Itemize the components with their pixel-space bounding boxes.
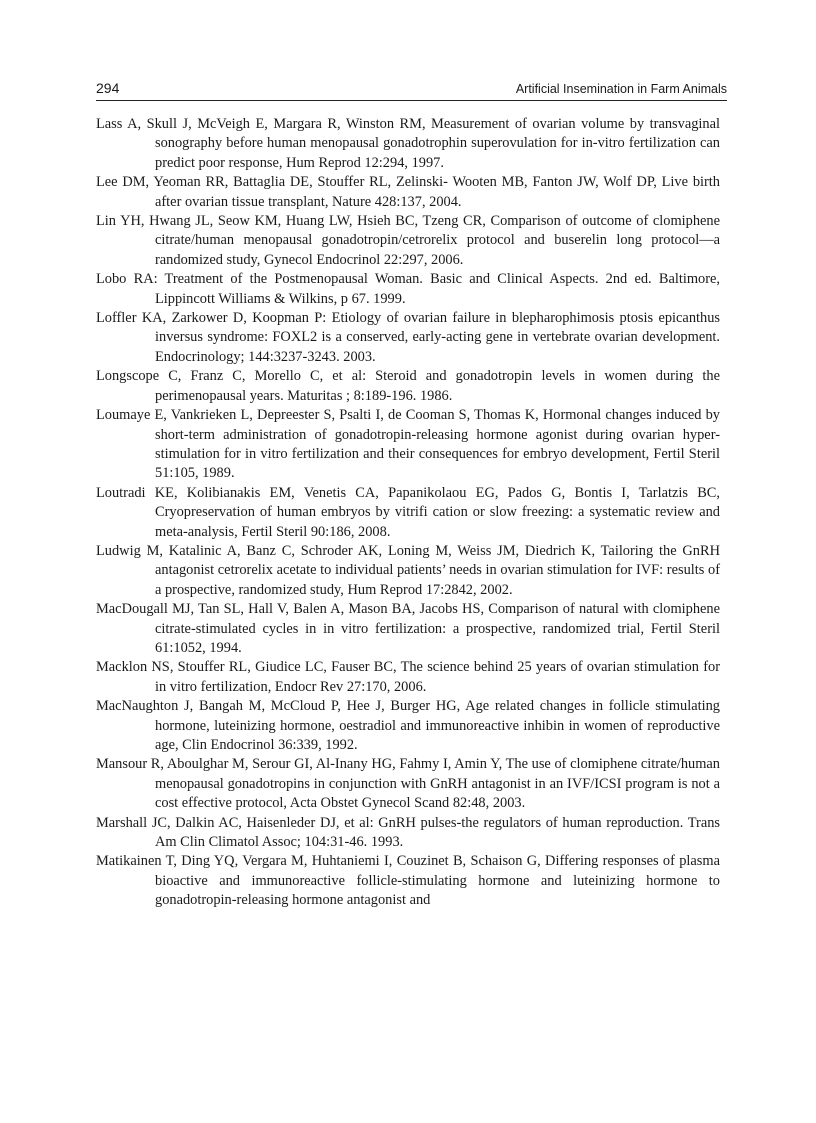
reference-entry: Longscope C, Franz C, Morello C, et al: Steroid and gonadotropin levels in women during the perimenopausal years. Maturitas ; 8:189-196. 1986.: [96, 368, 720, 404]
reference-entry: Lass A, Skull J, McVeigh E, Margara R, Winston RM, Measurement of ovarian volume by transvaginal sonography before human menopausal gonadotrophin superovulation for in-vitro fertilization can predict poor response, Hum Reprod 12:294, 1997.: [96, 116, 720, 171]
reference-entry: Loumaye E, Vankrieken L, Depreester S, Psalti I, de Cooman S, Thomas K, Hormonal changes induced by short-term administration of gonadotropin-releasing hormone agonist during ovarian hyper-stimulation for in vitro fertilization and their consequences for embryo development, Fertil Steril 51:105, 1989.: [96, 407, 720, 482]
reference-entry: MacDougall MJ, Tan SL, Hall V, Balen A, Mason BA, Jacobs HS, Comparison of natural with clomiphene citrate-stimulated cycles in in vitro fertilization: a prospective, randomized trial, Fertil Steril 61:1052, 1994.: [96, 601, 720, 656]
reference-list: [96, 115, 720, 911]
reference-entry: Loutradi KE, Kolibianakis EM, Venetis CA, Papanikolaou EG, Pados G, Bontis I, Tarlatzis BC, Cryopreservation of human embryos by vitrifi cation or slow freezing: a systematic review and meta-analysis, Fertil Steril 90:186, 2008.: [96, 484, 720, 540]
reference-entry: Ludwig M, Katalinic A, Banz C, Schroder AK, Loning M, Weiss JM, Diedrich K, Tailoring the GnRH antagonist cetrorelix acetate to individual patients’ needs in ovarian stimulation for IVF: results of a prospective, randomized study, Hum Reprod 17:2842, 2002.: [96, 542, 720, 598]
reference-entry: Marshall JC, Dalkin AC, Haisenleder DJ, et al: GnRH pulses-the regulators of human reproduction. Trans Am Clin Climatol Assoc; 104:31-46. 1993.: [96, 814, 720, 851]
reference-entry: Matikainen T, Ding YQ, Vergara M, Huhtaniemi I, Couzinet B, Schaison G, Differing responses of plasma bioactive and immunoreactive follicle-stimulating hormone and luteinizing hormone to gonadotropin-releasing hormone antagonist and: [96, 853, 720, 909]
reference-entry: Lee DM, Yeoman RR, Battaglia DE, Stouffer RL, Zelinski- Wooten MB, Fanton JW, Wolf DP, Live birth after ovarian tissue transplant, Nature 428:137, 2004.: [96, 174, 720, 210]
reference-entry: Lobo RA: Treatment of the Postmenopausal Woman. Basic and Clinical Aspects. 2nd ed. Baltimore, Lippincott Williams & Wilkins, p 67. 1999.: [96, 271, 720, 307]
reference-entry: Macklon NS, Stouffer RL, Giudice LC, Fauser BC, The science behind 25 years of ovarian stimulation for in vitro fertilization, Endocr Rev 27:170, 2006.: [96, 659, 720, 695]
reference-entry: MacNaughton J, Bangah M, McCloud P, Hee J, Burger HG, Age related changes in follicle stimulating hormone, luteinizing hormone, oestradiol and immunoreactive inhibin in women of reproductive age, Clin Endocrinol 36:339, 1992.: [96, 698, 720, 753]
reference-entry: Lin YH, Hwang JL, Seow KM, Huang LW, Hsieh BC, Tzeng CR, Comparison of outcome of clomiphene citrate/human menopausal gonadotropin/cetrorelix protocol and buserelin long protocol—a randomized study, Gynecol Endocrinol 22:297, 2006.: [96, 213, 720, 268]
running-header: [96, 80, 727, 101]
page-number: 294: [96, 80, 120, 96]
reference-entry: Mansour R, Aboulghar M, Serour GI, Al-Inany HG, Fahmy I, Amin Y, The use of clomiphene citrate/human menopausal gonadotropins in conjunction with GnRH antagonist in an IVF/ICSI program is not a cost effective protocol, Acta Obstet Gynecol Scand 82:48, 2003.: [96, 756, 720, 812]
reference-entry: Loffler KA, Zarkower D, Koopman P: Etiology of ovarian failure in blepharophimosis ptosis epicanthus inversus syndrome: FOXL2 is a conserved, early-acting gene in vertebrate ovarian development. Endocrinology; 144:3237-3243. 2003.: [96, 310, 720, 365]
book-title: Artificial Insemination in Farm Animals: [515, 82, 727, 96]
